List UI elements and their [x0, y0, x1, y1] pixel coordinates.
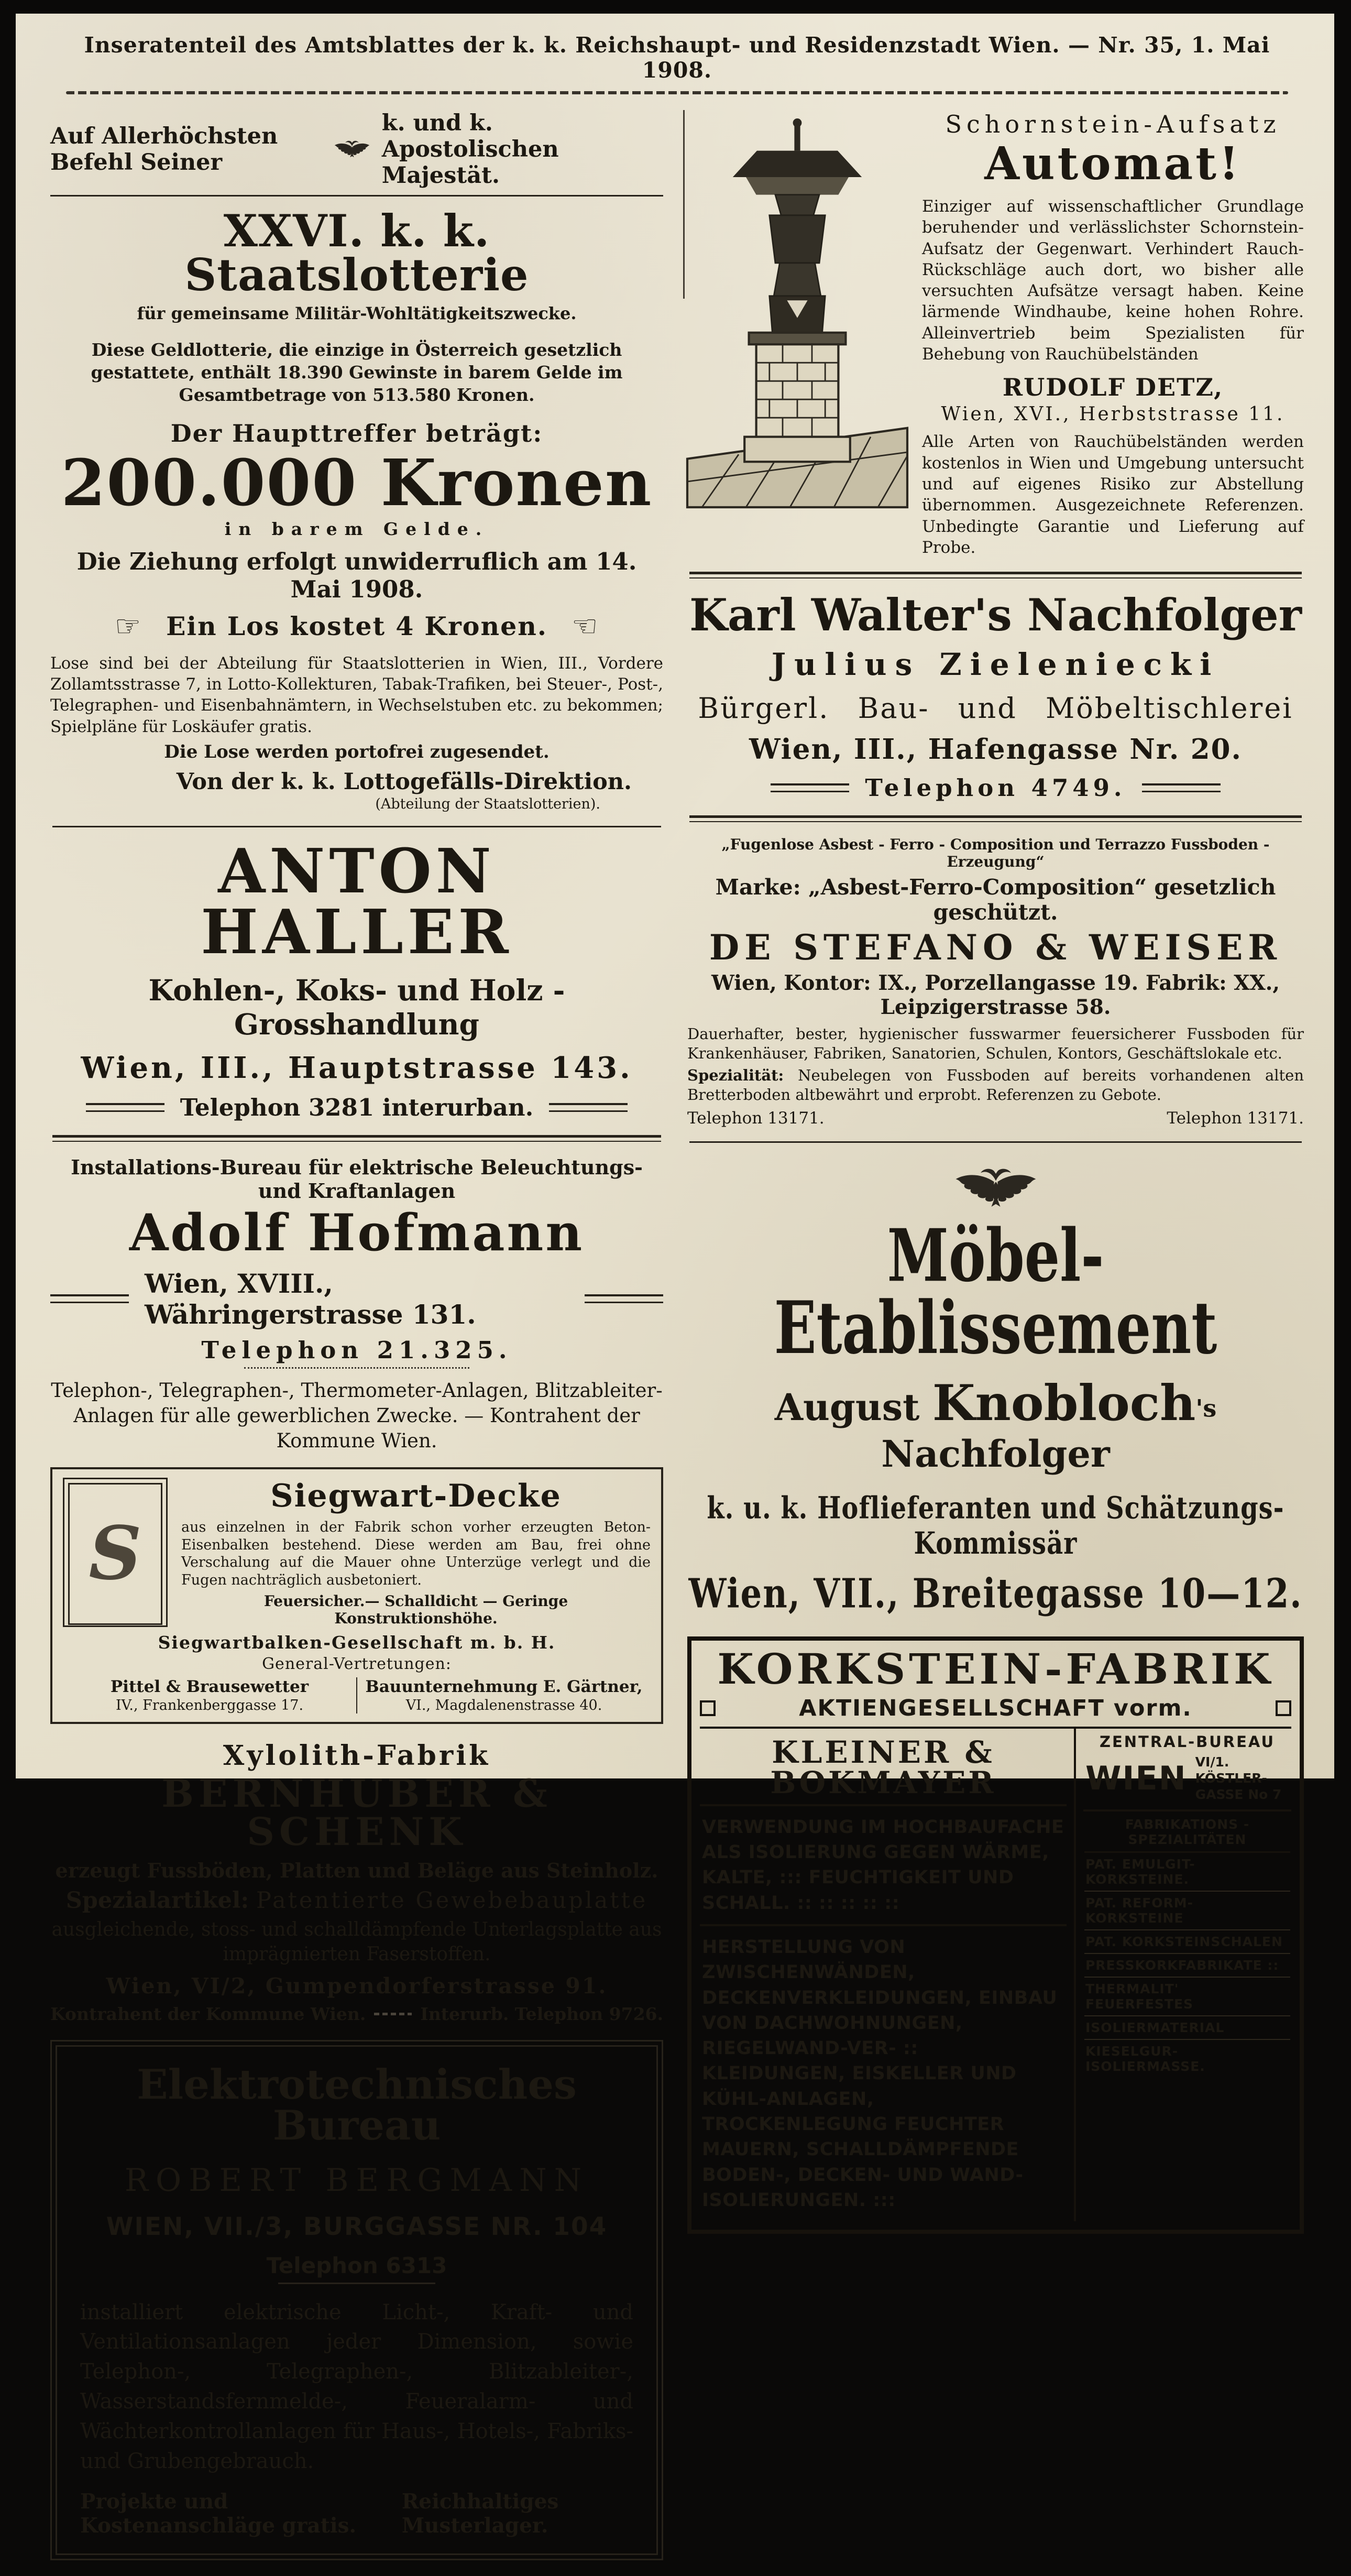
schornstein-title: Automat!: [984, 137, 1242, 190]
korkstein-zb-address: [1195, 1754, 1289, 1803]
rule-ornament: [585, 1294, 663, 1303]
korkstein-production-block: HERSTELLUNG VON ZWISCHENWÄNDEN, DECKENVERKLEIDUNGEN, EINBAU VON DACHWOHNUNGEN, RIEGELWAND-VER- :: KLEIDUNGEN, EISKELLER UND KÜHL-ANLAGEN, TROCKENLEGUNG FEUCHTER MAUERN, SCHALLDÄMPFENDE BODEN-, DECKEN- UND WAND-ISOLIERUNGEN. :::: [700, 1924, 1067, 2221]
bergmann-footer-left: Projekte und Kostenanschläge gratis.: [80, 2490, 357, 2538]
haller-telephone: Telephon 3281 interurban.: [180, 1093, 534, 1121]
haller-name: ANTON HALLER: [201, 835, 513, 968]
rep-name: Bauunternehmung E. Gärtner,: [365, 1677, 643, 1696]
column-divider: [683, 110, 685, 299]
korkstein-specialty-item: ISOLIERMATERIAL: [1084, 2016, 1290, 2040]
hofmann-telephone: Telephon 21.325.: [201, 1336, 512, 1364]
bernhuber-footer-left: Kontrahent der Kommune Wien.: [50, 2003, 366, 2024]
square-ornament: [1276, 1700, 1291, 1716]
moebel-owner-row: [687, 1374, 1304, 1476]
schornstein-paragraph-2: Alle Arten von Rauchübelständen werden kostenlos in Wien und Umgebung untersucht und auf eigenes Risiko zur Abstellung übernommen. Ausgezeichnete Referenzen. Unbedingte Garantie und Lieferung auf Probe.: [922, 432, 1304, 557]
walter-business: Bürgerl. Bau- und Möbeltischlerei: [698, 692, 1293, 725]
chimney-illustration: [687, 110, 907, 558]
lottery-headline-row: [50, 110, 663, 197]
hofmann-name: Adolf Hofmann: [129, 1203, 585, 1262]
masthead-title: Inseratenteil des Amtsblattes der k. k. Reichshaupt- und Residenzstadt Wien. — Nr. 35, 1. Mai 1908.: [84, 32, 1270, 83]
siegwart-general-label: General-Vertretungen:: [262, 1654, 452, 1673]
korkstein-specialties-panel: [1083, 1811, 1291, 2079]
bernhuber-footer-row: [50, 2004, 663, 2024]
schornstein-vendor-name: RUDOLF DETZ,: [1002, 373, 1224, 402]
section-divider: [52, 826, 661, 827]
haller-telephone-row: [50, 1094, 663, 1121]
korkstein-zb-label: ZENTRAL-BUREAU: [1099, 1732, 1276, 1751]
siegwart-body: aus einzelnen in der Fabrik schon vorher erzeugten Beton-Eisenbalken bestehend. Diese werden am Bau, frei ohne Verschalung auf die Mauer ohne Unterzüge verlegt und die Fugen nachträglich ausbetoniert.: [181, 1519, 651, 1589]
moebel-owner-prefix: August: [774, 1385, 932, 1429]
siegwart-representative-2: [356, 1677, 651, 1713]
korkstein-right-panel: [1074, 1729, 1291, 2221]
siegwart-title: Siegwart-Decke: [270, 1477, 562, 1514]
moebel-address: Wien, VII., Breitegasse 10—12.: [688, 1570, 1303, 1618]
korkstein-specialty-item: PAT. REFORM-KORKSTEINE: [1084, 1892, 1290, 1930]
lottery-draw-date: Die Ziehung erfolgt unwiderruflich am 14. Mai 1908.: [76, 547, 637, 603]
rule-ornament: [86, 1103, 164, 1112]
bernhuber-address: Wien, VI/2, Gumpendorferstrasse 91.: [106, 1973, 608, 1999]
stefano-specialty-label: Spezialität:: [687, 1066, 784, 1084]
lottery-signature-sub: (Abteilung der Staatslotterien).: [375, 795, 600, 812]
bergmann-services: installiert elektrische Licht-, Kraft- und Ventilationsanlagen jeder Dimension, sowie Telephon-, Telegraphen-, Blitzableiter-, Wasserstandsfernmelde-, Feueralarm- und Wächterkontrollanlagen für Haus-, Hotels-, Fabriks- und Grubengebrauch.: [80, 2300, 633, 2473]
bernhuber-name: BERNHUBER & SCHENK: [161, 1771, 552, 1854]
section-divider: [689, 572, 1302, 578]
pointing-hand-right-icon: ☞: [114, 609, 142, 643]
newspaper-page: [16, 14, 1334, 2538]
ad-schornstein-automat: [687, 110, 1304, 558]
pointing-hand-left-icon: ☜: [571, 609, 599, 643]
korkstein-specialty-item: PRESSKORKFABRIKATE ::: [1084, 1954, 1290, 1978]
bernhuber-telephone: Interurb. Telephon 9726.: [420, 2003, 663, 2024]
stefano-telephone-right: Telephon 13171.: [1167, 1108, 1304, 1128]
stefano-description: Dauerhafter, bester, hygienischer fusswarmer feuersicherer Fussboden für Krankenhäuser, Fabriken, Sanatorien, Schulen, Kontors, Geschäftslokale etc.: [687, 1025, 1304, 1063]
hofmann-address: Wien, XVIII., Währingerstrasse 131.: [145, 1268, 476, 1330]
korkstein-specialty-item: PAT. EMULGIT-KORKSTEINE.: [1084, 1853, 1290, 1892]
moebel-title: Möbel-Etablissement: [774, 1212, 1217, 1370]
square-ornament: [700, 1700, 716, 1716]
section-divider: [689, 815, 1302, 822]
bernhuber-description: ausgleichende, stoss- und schalldämpfende Unterlagsplatte aus imprägnierten Faserstoffen.: [51, 1918, 662, 1965]
right-column: [687, 110, 1304, 2560]
siegwart-features: Feuersicher.— Schalldicht — Geringe Konstruktionshöhe.: [263, 1592, 568, 1627]
korkstein-company-name: KLEINER & BOKMAYER: [770, 1734, 996, 1800]
ad-karl-walter: [687, 589, 1304, 802]
double-eagle-icon: [951, 1164, 1040, 1213]
lottery-amount-sub: in barem Gelde.: [224, 518, 489, 539]
haller-address: Wien, III., Hauptstrasse 143.: [81, 1050, 633, 1085]
korkstein-zb-city: WIEN: [1085, 1759, 1187, 1798]
lottery-paragraph-2: Lose sind bei der Abteilung für Staatslotterien in Wien, III., Vordere Zollamtsstrasse 7, in Lotto-Kollekturen, Tabak-Trafiken, bei Steuer-, Post-, Telegraphen- und Eisenbahnämtern, in Wechselstuben etc. zu bekommen; Spielpläne für Loskäufer gratis.: [50, 653, 663, 736]
lottery-paragraph-1: Diese Geldlotterie, die einzige in Österreich gesetzlich gestattete, enthält 18.390 Gewinste in barem Gelde im Gesamtbetrage von 513.580 Kronen.: [91, 340, 623, 405]
korkstein-specialty-item: KIESELGUR-ISOLIERMASSE.: [1085, 2043, 1205, 2074]
rep-address: IV., Frankenberggasse 17.: [115, 1697, 304, 1713]
ad-korkstein-fabrik: [687, 1636, 1304, 2234]
moebel-owner-sup: 's: [1195, 1394, 1217, 1423]
hofmann-intro: Installations-Bureau für elektrische Beleuchtungs- und Kraftanlagen: [71, 1155, 643, 1203]
stefano-address: Wien, Kontor: IX., Porzellangasse 19. Fabrik: XX., Leipzigerstrasse 58.: [711, 971, 1280, 1020]
walter-title: Karl Walter's Nachfolger: [689, 589, 1302, 641]
lottery-postage-note: Die Lose werden portofrei zugesendet.: [164, 741, 550, 762]
bernhuber-kicker: Xylolith-Fabrik: [223, 1739, 491, 1772]
bergmann-name: ROBERT BERGMANN: [124, 2162, 589, 2199]
lottery-amount: 200.000 Kronen: [61, 444, 653, 520]
ad-siegwart-decke: [50, 1467, 663, 1724]
bergmann-footer-right: Reichhaltiges Musterlager.: [401, 2490, 559, 2538]
schornstein-kicker: Schornstein-Aufsatz: [945, 110, 1281, 138]
schornstein-vendor-address: Wien, XVI., Herbststrasse 11.: [941, 403, 1285, 425]
korkstein-specialty-item: PAT. KORKSTEINSCHALEN: [1084, 1930, 1290, 1954]
hofmann-services: Telephon-, Telegraphen-, Thermometer-Anlagen, Blitzableiter-Anlagen für alle gewerblichen Zwecke. — Kontrahent der Kommune Wien.: [51, 1379, 663, 1452]
korkstein-specialties-title: FABRIKATIONS - SPEZIALITÄTEN: [1084, 1817, 1290, 1853]
ad-bernhuber-schenk: [50, 1740, 663, 2024]
lottery-ticket-price: Ein Los kostet 4 Kronen.: [166, 611, 547, 642]
ad-de-stefano-weiser: [687, 836, 1304, 1127]
bernhuber-specialty-value: Patentierte Gewebebauplatte: [256, 1887, 648, 1914]
schornstein-paragraph-1: Einziger auf wissenschaftlicher Grundlage beruhender und verlässlichster Schornstein-Aufsatz der Gegenwart. Verhindert Rauch-Rückschläge auch dort, wo bisher alle versuchten Aufsätze versagt haben. Keine lärmende Windhaube, keine hohen Rohre. Alleinvertrieb beim Spezialisten für Behebung von Rauchübelständen: [922, 197, 1304, 364]
haller-business: Kohlen-, Koks- und Holz - Grosshandlung: [148, 973, 565, 1041]
bernhuber-products: erzeugt Fussböden, Platten und Beläge aus Steinholz.: [55, 1858, 658, 1882]
section-divider: [52, 1135, 661, 1142]
rule-ornament: [244, 1367, 469, 1369]
walter-telephone: Telephon 4749.: [865, 774, 1126, 802]
rule-ornament: [50, 1294, 129, 1303]
ad-moebel-etablissement: [687, 1156, 1304, 1618]
lottery-headline-right: k. und k. Apostolischen Majestät.: [381, 110, 559, 189]
moebel-owner-suffix: Nachfolger: [881, 1432, 1110, 1476]
bergmann-title: Elektrotechnisches Bureau: [137, 2060, 577, 2149]
rule-ornament: [278, 2283, 435, 2284]
lottery-signature: Von der k. k. Lottogefälls-Direktion.: [176, 768, 632, 795]
bernhuber-specialty-row: [50, 1887, 663, 1914]
stefano-name: DE STEFANO & WEISER: [709, 927, 1282, 968]
lottery-haupttreffer-label: Der Haupttreffer beträgt:: [170, 419, 543, 447]
korkstein-left-panel: [700, 1729, 1074, 2221]
bergmann-footer-row: [80, 2490, 633, 2538]
siegwart-company: Siegwartbalken-Gesellschaft m. b. H.: [158, 1632, 556, 1653]
korkstein-central-bureau: [1083, 1729, 1291, 1811]
masthead-divider: [66, 91, 1288, 94]
left-column: [50, 110, 663, 2560]
rep-name: Pittel & Brausewetter: [110, 1677, 309, 1696]
lottery-ticket-price-row: [50, 609, 663, 643]
lottery-headline-left: Auf Allerhöchsten Befehl Seiner: [50, 123, 278, 176]
stefano-specialty-row: [687, 1066, 1304, 1105]
korkstein-specialty-item: THERMALIT' FEUERFESTES: [1084, 1978, 1290, 2016]
bergmann-address: WIEN, VII./3, BURGGASSE NR. 104: [106, 2212, 608, 2241]
stefano-specialty-text: Neubelegen von Fussboden auf bereits vorhandenen alten Bretterboden altbewährt und erprobt. Referenzen zu Gebote.: [687, 1066, 1304, 1104]
walter-owner: Julius Zieleniecki: [771, 647, 1220, 683]
hofmann-address-row: [50, 1268, 663, 1330]
korkstein-usage-block: VERWENDUNG IM HOCHBAUFACHE ALS ISOLIERUNG GEGEN WÄRME, KALTE, ::: FEUCHTIGKEIT UND SCHALL. :: :: :: :: ::: [700, 1804, 1067, 1924]
siegwart-logo-frame: [63, 1478, 168, 1627]
ad-anton-haller: [50, 835, 663, 1121]
moebel-titles-line: k. u. k. Hoflieferanten und Schätzungs-Kommissär: [707, 1490, 1284, 1561]
ad-adolf-hofmann: [50, 1155, 663, 1454]
stefano-telephone-left: Telephon 13171.: [687, 1108, 825, 1128]
stefano-trademark-line: Marke: „Asbest-Ferro-Composition“ gesetzlich geschützt.: [715, 875, 1276, 925]
bergmann-telephone: Telephon 6313: [266, 2252, 447, 2278]
stefano-quote-line: „Fugenlose Asbest - Ferro - Composition und Terrazzo Fussboden - Erzeugung“: [721, 836, 1270, 871]
ad-robert-bergmann: [50, 2040, 663, 2561]
ad-staatslotterie: [50, 110, 663, 812]
siegwart-representative-1: [63, 1677, 356, 1713]
siegwart-logo-letter: S: [68, 1483, 162, 1625]
lottery-title: XXVI. k. k. Staatslotterie: [184, 205, 529, 301]
imperial-eagle-icon: [333, 137, 371, 161]
moebel-owner-main: Knobloch: [932, 1374, 1196, 1432]
rule-ornament: [771, 783, 849, 792]
korkstein-ag-row: [700, 1695, 1291, 1721]
korkstein-ag-text: AKTIENGESELLSCHAFT vorm.: [799, 1695, 1192, 1721]
rep-address: VI., Magdalenenstrasse 40.: [405, 1697, 602, 1713]
section-divider: [689, 1141, 1302, 1143]
bernhuber-specialty-label: Spezialartikel:: [65, 1887, 249, 1914]
stefano-telephone-row: [687, 1109, 1304, 1128]
korkstein-zb-address-line2: GASSE No 7: [1195, 1787, 1282, 1803]
lottery-subtitle: für gemeinsame Militär-Wohltätigkeitszwecke.: [137, 303, 577, 323]
korkstein-title: KORKSTEIN-FABRIK: [717, 1644, 1274, 1694]
korkstein-zb-address-line1: VI/1. KÖSTLER-: [1195, 1754, 1267, 1786]
walter-telephone-row: [687, 774, 1304, 802]
rule-ornament: [1142, 783, 1221, 792]
rule-ornament: [549, 1103, 628, 1112]
wave-ornament: [374, 2013, 412, 2015]
walter-address: Wien, III., Hafengasse Nr. 20.: [749, 733, 1242, 766]
